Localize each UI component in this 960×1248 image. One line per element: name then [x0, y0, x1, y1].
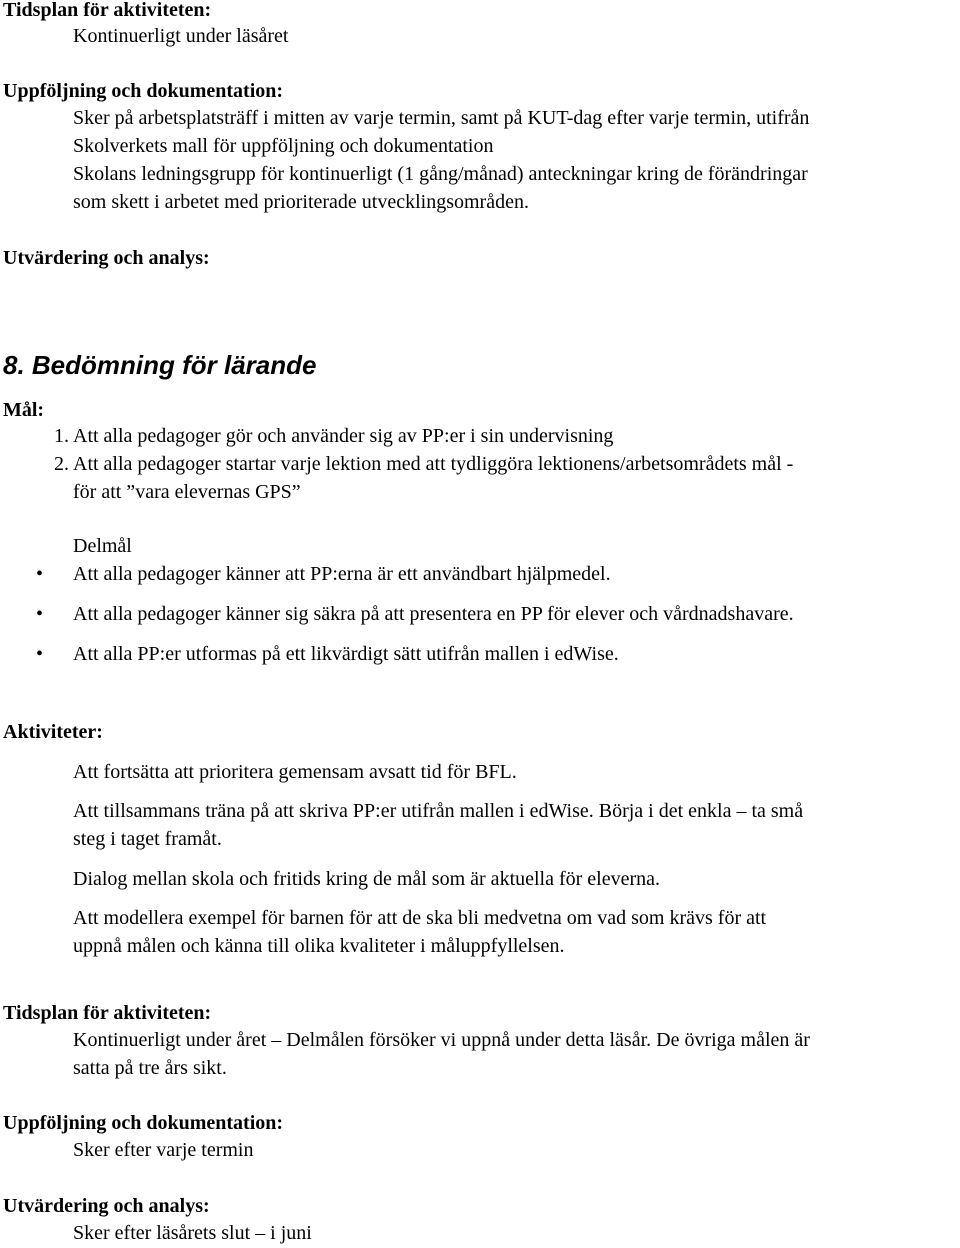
heading-tidsplan-8: Tidsplan för aktiviteten:: [3, 1002, 212, 1024]
list-item: • Att alla pedagoger känner sig säkra på att presentera en PP för elever och vårdnadshavare.: [0, 600, 960, 628]
bullet-icon: •: [36, 603, 44, 625]
activity-3: Dialog mellan skola och fritids kring de mål som är aktuella för eleverna.: [73, 868, 661, 890]
list-item: • Att alla PP:er utformas på ett likvärdigt sätt utifrån mallen i edWise.: [0, 640, 960, 668]
list-item: 1. Att alla pedagoger gör och använder sig av PP:er i sin undervisning: [0, 422, 960, 450]
heading-utvardering-8: Utvärdering och analys:: [3, 1195, 210, 1217]
heading-aktiviteter: Aktiviteter:: [3, 721, 103, 743]
goals-list: [0, 422, 960, 506]
heading-uppfoljning-8: Uppföljning och dokumentation:: [3, 1112, 284, 1134]
list-item: • Att alla pedagoger känner att PP:erna är ett användbart hjälpmedel.: [0, 560, 960, 588]
activity-1: Att fortsätta att prioritera gemensam avsatt tid för BFL.: [73, 761, 517, 783]
activity-4: Att modellera exempel för barnen för att de ska bli medvetna om vad som krävs för att uppnå målen och känna till olika kvaliteter i måluppfyllelsen.: [73, 907, 767, 957]
heading-tidsplan-1: Tidsplan för aktiviteten:: [3, 0, 212, 21]
text-tidsplan-8: Kontinuerligt under året – Delmålen försöker vi uppnå under detta läsår. De övriga målen är satta på tre års sikt.: [73, 1029, 810, 1079]
activity-2: Att tillsammans träna på att skriva PP:er utifrån mallen i edWise. Börja i det enkla – ta små steg i taget framåt.: [73, 800, 804, 850]
list-item: 2. Att alla pedagoger startar varje lektion med att tydliggöra lektionens/arbetsområdets mål - för att ”vara elevernas GPS”: [0, 450, 960, 506]
text-uppfoljning-1: Sker på arbetsplatsträff i mitten av varje termin, samt på KUT-dag efter varje termin, utifrån Skolverkets mall för uppföljning och dokumentation Skolans ledningsgrupp för kontinuerligt (1 gång/månad) anteckningar kring de förändringar som skett i arbetet med prioriterade utvecklingsområden.: [73, 107, 810, 213]
heading-utvardering-1: Utvärdering och analys:: [3, 247, 210, 269]
heading-delmal: Delmål: [73, 535, 132, 557]
text-utvardering-8: Sker efter läsårets slut – i juni: [73, 1222, 312, 1244]
bullet-icon: •: [36, 643, 44, 665]
heading-uppfoljning-1: Uppföljning och dokumentation:: [3, 80, 284, 102]
heading-mal: Mål:: [3, 399, 45, 421]
list-number: 2.: [54, 453, 69, 475]
delmal-list: [0, 560, 960, 668]
section-title: 8. Bedömning för lärande: [3, 350, 317, 380]
bullet-icon: •: [36, 563, 44, 585]
text-tidsplan-1: Kontinuerligt under läsåret: [73, 25, 289, 47]
list-number: 1.: [54, 425, 69, 447]
text-uppfoljning-8: Sker efter varje termin: [73, 1139, 254, 1161]
